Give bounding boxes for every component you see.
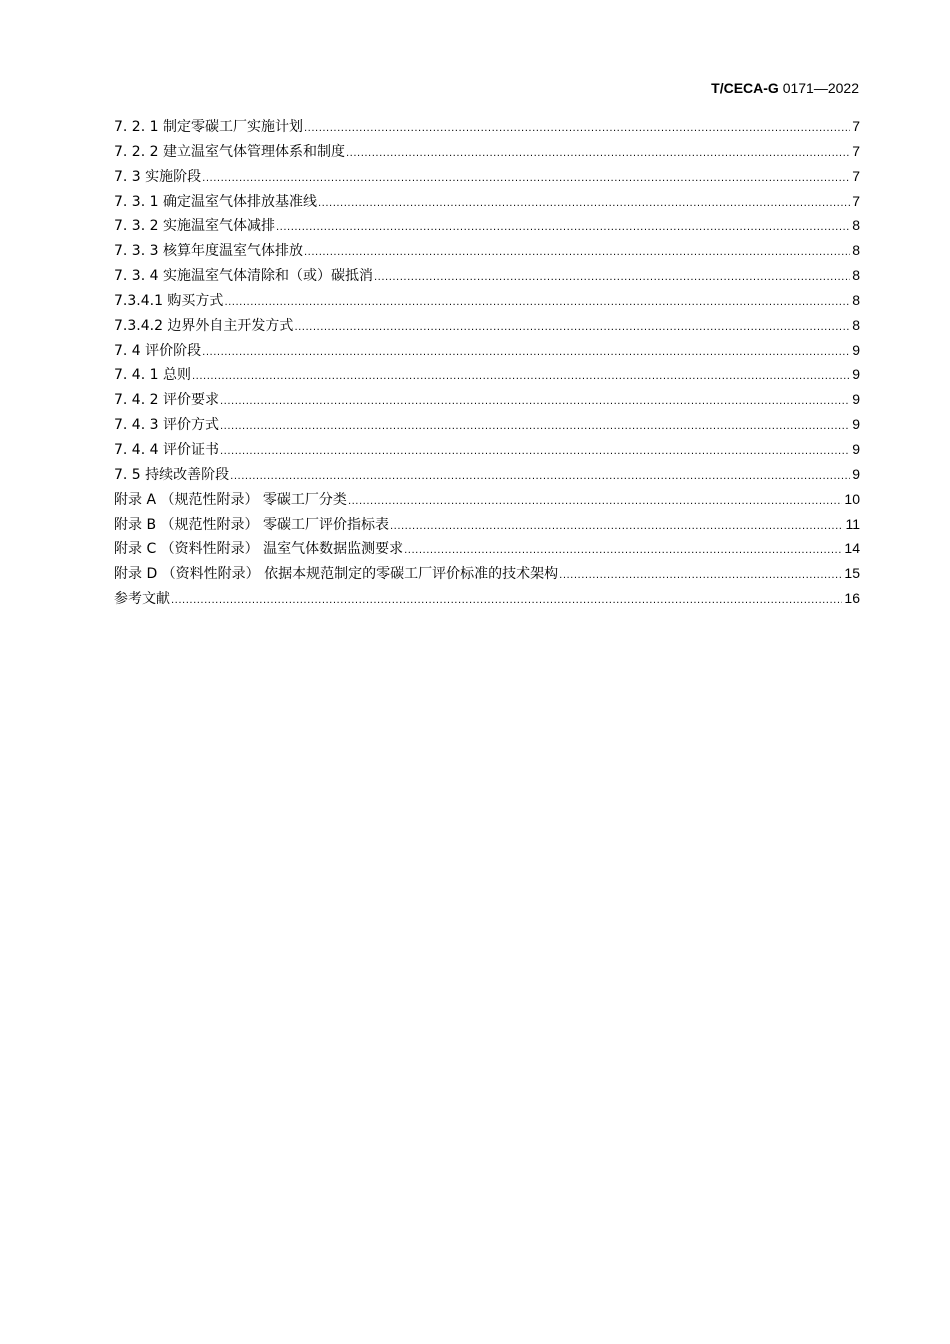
toc-leader-dots bbox=[390, 515, 843, 540]
toc-entry-title: 7. 3 实施阶段 bbox=[114, 168, 202, 185]
toc-entry[interactable] bbox=[114, 412, 860, 437]
toc-entry-title: 7. 4. 2 评价要求 bbox=[114, 392, 219, 409]
toc-entry-page: 9 bbox=[852, 391, 860, 408]
toc-entry-title: 附录 B （规范性附录） 零碳工厂评价指标表 bbox=[114, 516, 389, 533]
toc-leader-dots bbox=[171, 589, 842, 614]
toc-leader-dots bbox=[304, 117, 850, 142]
toc-entry-title: 7.3.4.2 边界外自主开发方式 bbox=[114, 317, 294, 334]
toc-entry-page: 7 bbox=[852, 192, 860, 209]
toc-entry-title: 7. 2. 2 建立温室气体管理体系和制度 bbox=[114, 143, 345, 160]
toc-entry[interactable] bbox=[114, 362, 860, 387]
toc-entry[interactable] bbox=[114, 462, 860, 487]
toc-leader-dots bbox=[276, 216, 850, 241]
toc-entry[interactable] bbox=[114, 338, 860, 363]
toc-entry[interactable] bbox=[114, 586, 860, 611]
toc-entry-title: 7. 5 持续改善阶段 bbox=[114, 466, 230, 483]
toc-entry-page: 9 bbox=[852, 341, 860, 358]
toc-entry-title: 附录 C （资料性附录） 温室气体数据监测要求 bbox=[114, 541, 404, 558]
toc-entry[interactable] bbox=[114, 213, 860, 238]
toc-entry[interactable] bbox=[114, 263, 860, 288]
toc-entry[interactable] bbox=[114, 288, 860, 313]
toc-entry-page: 9 bbox=[852, 366, 860, 383]
toc-entry[interactable] bbox=[114, 139, 860, 164]
table-of-contents bbox=[114, 114, 860, 611]
toc-leader-dots bbox=[220, 415, 850, 440]
toc-entry-title: 7. 4. 4 评价证书 bbox=[114, 441, 219, 458]
toc-leader-dots bbox=[224, 291, 850, 316]
toc-leader-dots bbox=[220, 390, 850, 415]
toc-entry[interactable] bbox=[114, 238, 860, 263]
toc-leader-dots bbox=[304, 241, 850, 266]
toc-entry[interactable] bbox=[114, 512, 860, 537]
toc-entry-page: 9 bbox=[852, 465, 860, 482]
toc-leader-dots bbox=[294, 316, 850, 341]
toc-entry-page: 7 bbox=[852, 142, 860, 159]
toc-leader-dots bbox=[559, 564, 842, 589]
toc-entry-title: 7. 4. 3 评价方式 bbox=[114, 417, 219, 434]
toc-leader-dots bbox=[348, 490, 842, 515]
toc-entry-title: 7. 3. 1 确定温室气体排放基准线 bbox=[114, 193, 317, 210]
toc-entry-title: 附录 A （规范性附录） 零碳工厂分类 bbox=[114, 491, 347, 508]
toc-entry[interactable] bbox=[114, 536, 860, 561]
standard-number: 0171—2022 bbox=[778, 80, 859, 96]
toc-entry-title: 7. 3. 3 核算年度温室气体排放 bbox=[114, 243, 303, 260]
toc-leader-dots bbox=[192, 365, 850, 390]
toc-entry[interactable] bbox=[114, 114, 860, 139]
toc-entry-title: 7.3.4.1 购买方式 bbox=[114, 292, 224, 309]
toc-entry-page: 11 bbox=[845, 515, 860, 532]
toc-entry-page: 15 bbox=[844, 565, 860, 582]
toc-leader-dots bbox=[202, 341, 850, 366]
toc-entry-page: 7 bbox=[852, 118, 860, 134]
toc-entry-page: 9 bbox=[852, 440, 860, 457]
toc-leader-dots bbox=[318, 192, 850, 217]
toc-entry-page: 8 bbox=[852, 291, 860, 308]
toc-entry-title: 附录 D （资料性附录） 依据本规范制定的零碳工厂评价标准的技术架构 bbox=[114, 566, 559, 583]
toc-leader-dots bbox=[404, 539, 842, 564]
toc-leader-dots bbox=[346, 142, 850, 167]
standard-prefix: T/CECA-G bbox=[711, 80, 779, 96]
toc-entry-page: 14 bbox=[844, 540, 860, 557]
toc-entry-page: 9 bbox=[852, 416, 860, 433]
toc-entry[interactable] bbox=[114, 313, 860, 338]
toc-entry[interactable] bbox=[114, 387, 860, 412]
toc-entry-title: 7. 3. 4 实施温室气体清除和（或）碳抵消 bbox=[114, 268, 373, 285]
toc-entry[interactable] bbox=[114, 164, 860, 189]
toc-entry-page: 16 bbox=[844, 590, 860, 607]
toc-entry-page: 8 bbox=[852, 267, 860, 284]
toc-entry-title: 7. 3. 2 实施温室气体减排 bbox=[114, 218, 275, 235]
toc-entry[interactable] bbox=[114, 437, 860, 462]
toc-entry-page: 8 bbox=[852, 316, 860, 333]
toc-leader-dots bbox=[202, 167, 850, 192]
toc-entry[interactable] bbox=[114, 189, 860, 214]
toc-entry-page: 8 bbox=[852, 217, 860, 234]
toc-entry-page: 10 bbox=[844, 490, 860, 507]
document-code-header bbox=[711, 80, 859, 96]
toc-entry-title: 7. 2. 1 制定零碳工厂实施计划 bbox=[114, 119, 303, 135]
toc-entry-page: 7 bbox=[852, 167, 860, 184]
toc-leader-dots bbox=[374, 266, 850, 291]
toc-entry[interactable] bbox=[114, 487, 860, 512]
toc-leader-dots bbox=[220, 440, 850, 465]
toc-leader-dots bbox=[230, 465, 850, 490]
toc-entry-title: 参考文献 bbox=[114, 591, 170, 608]
toc-entry-title: 7. 4. 1 总则 bbox=[114, 367, 191, 384]
toc-entry[interactable] bbox=[114, 561, 860, 586]
toc-entry-page: 8 bbox=[852, 242, 860, 259]
toc-entry-title: 7. 4 评价阶段 bbox=[114, 342, 202, 359]
